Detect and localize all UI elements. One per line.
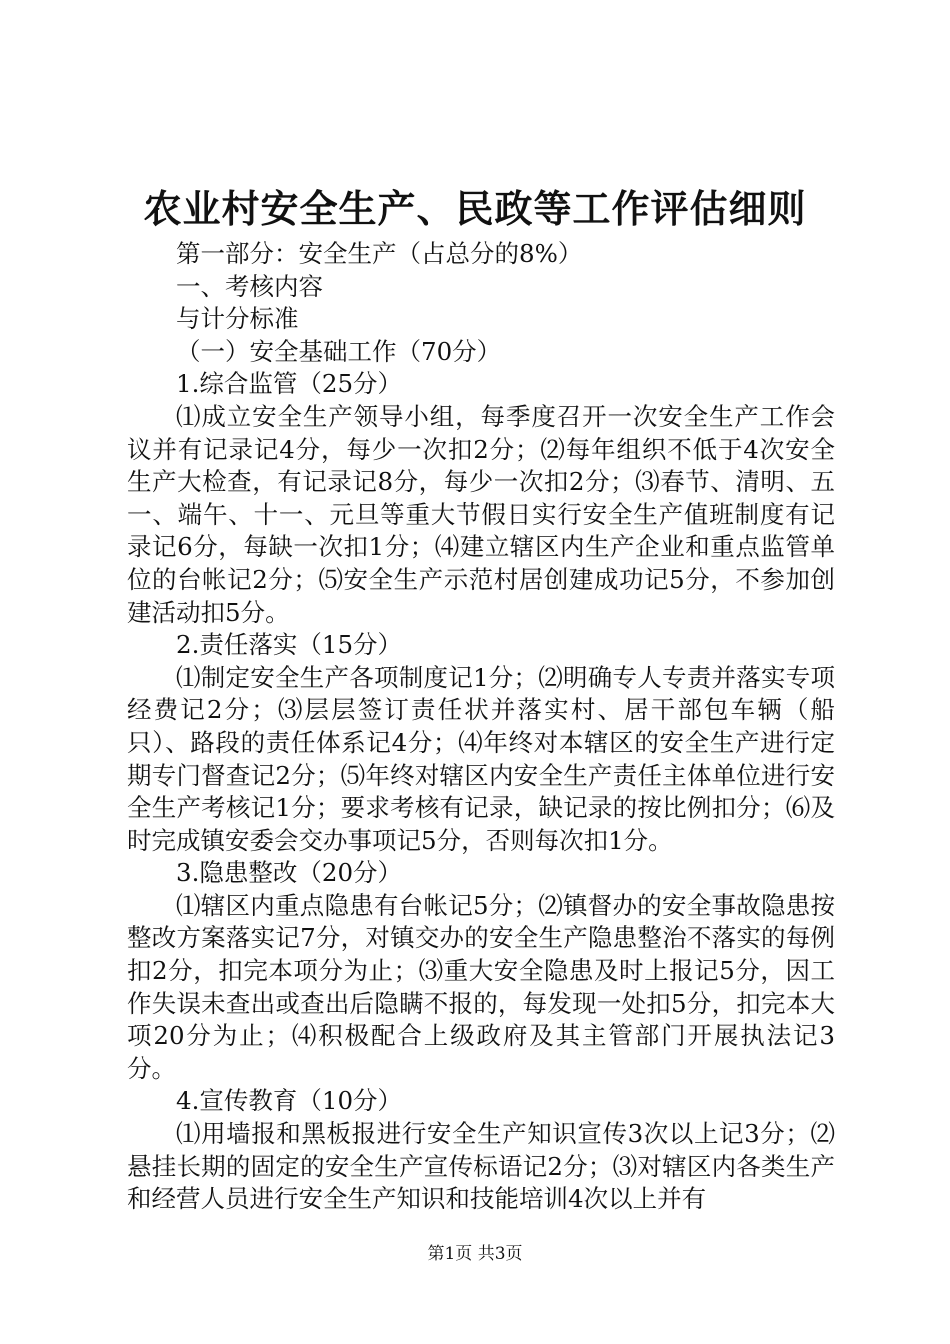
section-heading-continued: 与计分标准 <box>176 304 299 334</box>
item-paragraph: ⑴辖区内重点隐患有台帐记5分；⑵镇督办的安全事故隐患按整改方案落实记7分，对镇交办的安全生产隐患整治不落实的每例扣2分，扣完本项分为止；⑶重大安全隐患及时上报记5分，因工作失误未查出或查出后隐瞒不报的，每发现一处扣5分，扣完本大项20分为止；⑷积极配合上级政府及其主管部门开展执法记3分。 <box>127 890 835 1083</box>
item-heading: 1.综合监管（25分） <box>176 369 403 399</box>
document-title: 农业村安全生产、民政等工作评估细则 <box>143 186 807 231</box>
item-paragraph: ⑴制定安全生产各项制度记1分；⑵明确专人专责并落实专项经费记2分；⑶层层签订责任状并落实村、居干部包车辆（船只）、路段的责任体系记4分；⑷年终对本辖区的安全生产进行定期专门督查记2分；⑸年终对辖区内安全生产责任主体单位进行安全生产考核记1分；要求考核有记录，缺记录的按比例扣分；⑹及时完成镇安委会交办事项记5分，否则每次扣1分。 <box>127 662 835 855</box>
section-heading: 一、考核内容 <box>176 271 323 301</box>
page-footer: 第1页 共3页 <box>427 1244 523 1264</box>
item-paragraph: ⑴成立安全生产领导小组，每季度召开一次安全生产工作会议并有记录记4分，每少一次扣2分；⑵每年组织不低于4次安全生产大检查，有记录记8分，每少一次扣2分；⑶春节、清明、五一、端午、十一、元旦等重大节假日实行安全生产值班制度有记录记6分，每缺一次扣1分；⑷建立辖区内生产企业和重点监管单位的台帐记2分；⑸安全生产示范村居创建成功记5分，不参加创建活动扣5分。 <box>127 401 835 627</box>
subsection-heading: （一）安全基础工作（70分） <box>176 336 502 366</box>
part-heading: 第一部分：安全生产（占总分的8%） <box>176 239 583 268</box>
item-heading: 3.隐患整改（20分） <box>176 858 403 888</box>
item-paragraph: ⑴用墙报和黑板报进行安全生产知识宣传3次以上记3分；⑵悬挂长期的固定的安全生产宣传标语记2分；⑶对辖区内各类生产和经营人员进行安全生产知识和技能培训4次以上并有 <box>127 1119 835 1214</box>
document-body <box>127 238 835 1216</box>
item-heading: 4.宣传教育（10分） <box>176 1086 403 1116</box>
item-heading: 2.责任落实（15分） <box>176 630 403 660</box>
